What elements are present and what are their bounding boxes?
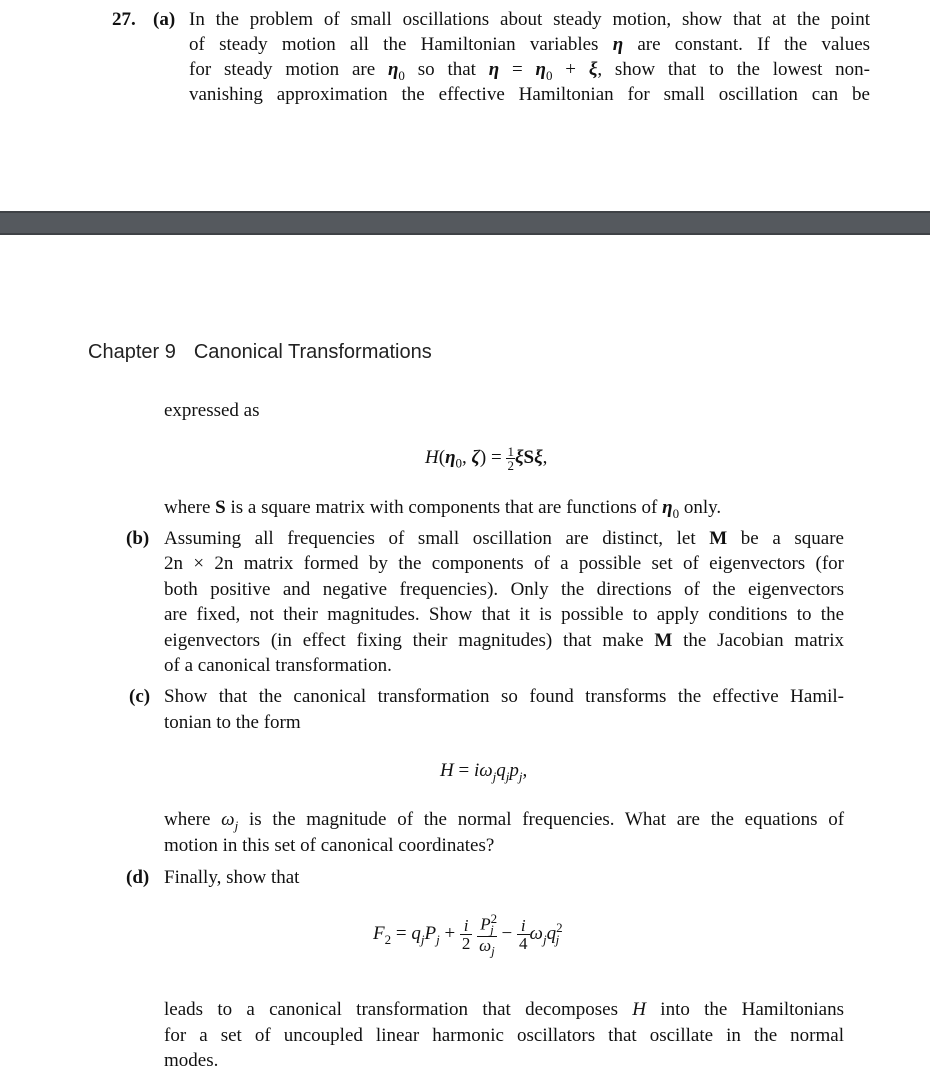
part-c-label: (c) (129, 686, 151, 707)
equation-normal-hamiltonian: $H = i\omega_jq_jp_j$, (440, 760, 528, 784)
part-a-text-line-2: of steady motion all the Hamiltonian variables η are constant. If the values (189, 34, 871, 55)
part-b-text-line-5: eigenvectors (in effect fixing their magnitudes) that make M the Jacobian matrix (164, 630, 845, 651)
part-d-label: (d) (126, 867, 150, 888)
part-c-text-line-3: where $\omega_j$ is the magnitude of the normal frequencies. What are the equations of (164, 809, 845, 833)
part-a-text-line-3: for steady motion are $\eta_0$ so that $\eta = \eta_0 + \xi$, show that to the lowest non- (189, 59, 871, 83)
part-b-label: (b) (126, 528, 150, 549)
part-c-text-line-4: motion in this set of canonical coordinates? (164, 835, 495, 856)
part-a-text-line-1: In the problem of small oscillations about steady motion, show that at the point (189, 9, 870, 30)
part-b-text-line-3: both positive and negative frequencies). Only the directions of the eigenvectors (164, 579, 844, 600)
problem-number: 27. (112, 9, 136, 30)
part-b-text-line-1: Assuming all frequencies of small oscillation are distinct, let M be a square (164, 528, 844, 549)
part-c-text-line-1: Show that the canonical transformation so found transforms the effective Hamil- (164, 686, 844, 707)
part-c-text-line-2: tonian to the form (164, 712, 301, 733)
expressed-as-text: expressed as (164, 400, 260, 421)
part-b-text-line-6: of a canonical transformation. (164, 655, 392, 676)
part-d-text-line-1: Finally, show that (164, 867, 300, 888)
chapter-number: Chapter 9 (88, 341, 176, 363)
chapter-title: Canonical Transformations (193, 341, 432, 363)
part-d-text-line-3: for a set of uncoupled linear harmonic oscillators that oscillate in the normal (164, 1025, 844, 1046)
chapter-header (88, 341, 432, 364)
part-d-text-line-4: modes. (164, 1050, 219, 1071)
equation-effective-hamiltonian: $H(\eta_0$, ζ) = $\frac{1}{2}$ ξSξ, (425, 444, 548, 473)
where-s-text: where S is a square matrix with components that are functions of $\eta_0$ only. (164, 497, 722, 521)
equation-generating-function: $F_2 = q_jP_j$ + $\frac{i}{2}$ $\frac{P^2_j}{\omega_j}$ − $\frac{i}{4}$ $\omega_jq^2_j$ (373, 911, 563, 959)
part-d-text-line-2: leads to a canonical transformation that decomposes H into the Hamiltonians (164, 999, 845, 1020)
page-divider (0, 211, 930, 235)
part-a-text-line-4: vanishing approximation the effective Hamiltonian for small oscillation can be (189, 84, 870, 105)
part-a-label: (a) (153, 9, 176, 30)
part-b-text-line-4: are fixed, not their magnitudes. Show that it is possible to apply conditions to the (164, 604, 844, 625)
eta-symbol: η (612, 34, 624, 55)
part-b-text-line-2: 2n × 2n matrix formed by the components of a possible set of eigenvectors (for (164, 553, 844, 574)
